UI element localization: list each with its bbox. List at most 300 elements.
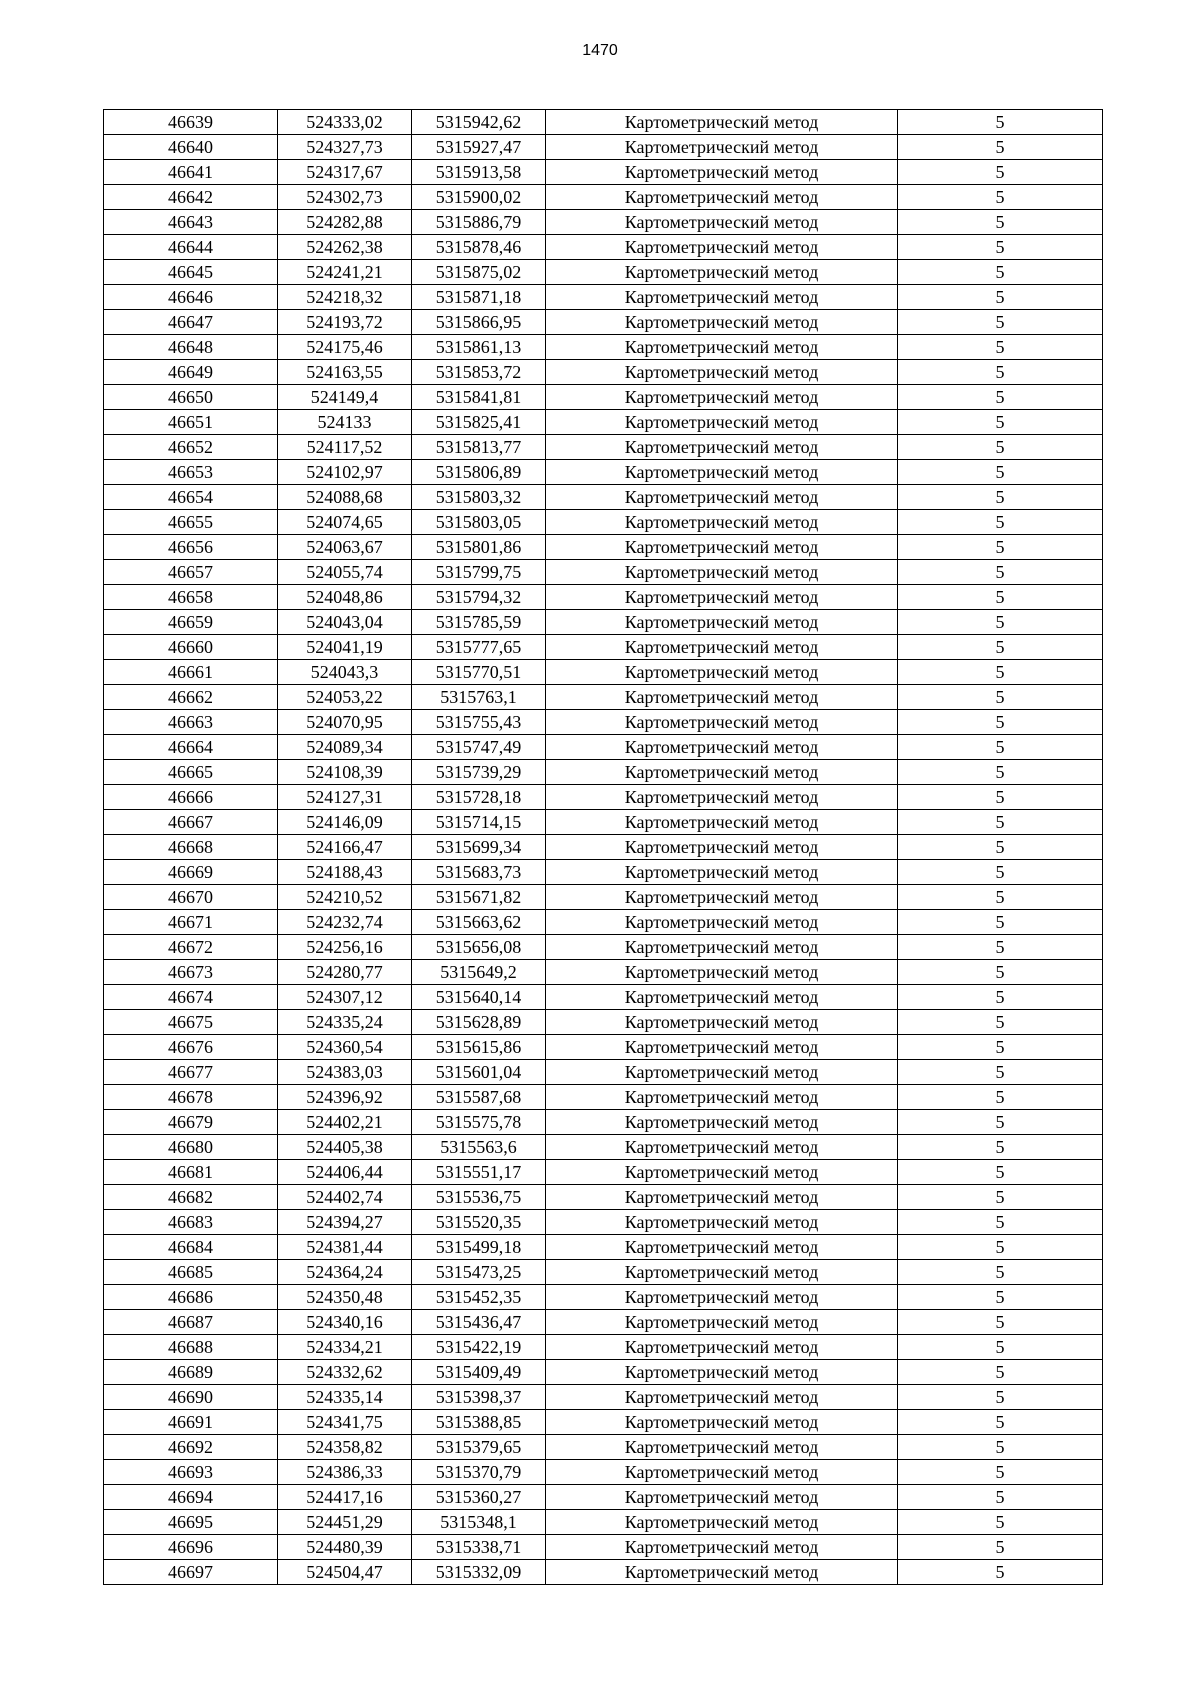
table-row bbox=[104, 810, 1103, 835]
point-number-cell: 46676 bbox=[104, 1035, 278, 1060]
accuracy-cell: 5 bbox=[898, 935, 1103, 960]
x-coordinate-cell: 524102,97 bbox=[278, 460, 412, 485]
accuracy-cell: 5 bbox=[898, 410, 1103, 435]
x-coordinate-cell: 524108,39 bbox=[278, 760, 412, 785]
point-number-cell: 46666 bbox=[104, 785, 278, 810]
y-coordinate-cell: 5315348,1 bbox=[412, 1510, 546, 1535]
table-row bbox=[104, 1335, 1103, 1360]
x-coordinate-cell: 524133 bbox=[278, 410, 412, 435]
method-cell: Картометрический метод bbox=[546, 210, 898, 235]
method-cell: Картометрический метод bbox=[546, 935, 898, 960]
table-row bbox=[104, 485, 1103, 510]
x-coordinate-cell: 524402,74 bbox=[278, 1185, 412, 1210]
table-row bbox=[104, 1435, 1103, 1460]
method-cell: Картометрический метод bbox=[546, 1010, 898, 1035]
method-cell: Картометрический метод bbox=[546, 235, 898, 260]
table-row bbox=[104, 510, 1103, 535]
y-coordinate-cell: 5315628,89 bbox=[412, 1010, 546, 1035]
table-row bbox=[104, 1235, 1103, 1260]
x-coordinate-cell: 524070,95 bbox=[278, 710, 412, 735]
table-row bbox=[104, 785, 1103, 810]
table-row bbox=[104, 160, 1103, 185]
accuracy-cell: 5 bbox=[898, 785, 1103, 810]
point-number-cell: 46647 bbox=[104, 310, 278, 335]
accuracy-cell: 5 bbox=[898, 1460, 1103, 1485]
table-row bbox=[104, 685, 1103, 710]
y-coordinate-cell: 5315587,68 bbox=[412, 1085, 546, 1110]
x-coordinate-cell: 524166,47 bbox=[278, 835, 412, 860]
x-coordinate-cell: 524262,38 bbox=[278, 235, 412, 260]
method-cell: Картометрический метод bbox=[546, 1510, 898, 1535]
method-cell: Картометрический метод bbox=[546, 960, 898, 985]
x-coordinate-cell: 524089,34 bbox=[278, 735, 412, 760]
table-row bbox=[104, 860, 1103, 885]
x-coordinate-cell: 524063,67 bbox=[278, 535, 412, 560]
table-row bbox=[104, 985, 1103, 1010]
method-cell: Картометрический метод bbox=[546, 1560, 898, 1585]
x-coordinate-cell: 524043,04 bbox=[278, 610, 412, 635]
accuracy-cell: 5 bbox=[898, 610, 1103, 635]
y-coordinate-cell: 5315806,89 bbox=[412, 460, 546, 485]
table-row bbox=[104, 960, 1103, 985]
x-coordinate-cell: 524053,22 bbox=[278, 685, 412, 710]
table-row bbox=[104, 1260, 1103, 1285]
accuracy-cell: 5 bbox=[898, 135, 1103, 160]
point-number-cell: 46697 bbox=[104, 1560, 278, 1585]
y-coordinate-cell: 5315452,35 bbox=[412, 1285, 546, 1310]
y-coordinate-cell: 5315436,47 bbox=[412, 1310, 546, 1335]
x-coordinate-cell: 524327,73 bbox=[278, 135, 412, 160]
table-row bbox=[104, 110, 1103, 135]
y-coordinate-cell: 5315803,32 bbox=[412, 485, 546, 510]
x-coordinate-cell: 524146,09 bbox=[278, 810, 412, 835]
table-row bbox=[104, 1285, 1103, 1310]
y-coordinate-cell: 5315861,13 bbox=[412, 335, 546, 360]
table-row bbox=[104, 735, 1103, 760]
x-coordinate-cell: 524149,4 bbox=[278, 385, 412, 410]
point-number-cell: 46682 bbox=[104, 1185, 278, 1210]
accuracy-cell: 5 bbox=[898, 1410, 1103, 1435]
accuracy-cell: 5 bbox=[898, 260, 1103, 285]
x-coordinate-cell: 524188,43 bbox=[278, 860, 412, 885]
table-row bbox=[104, 1010, 1103, 1035]
point-number-cell: 46657 bbox=[104, 560, 278, 585]
y-coordinate-cell: 5315671,82 bbox=[412, 885, 546, 910]
y-coordinate-cell: 5315714,15 bbox=[412, 810, 546, 835]
point-number-cell: 46644 bbox=[104, 235, 278, 260]
point-number-cell: 46677 bbox=[104, 1060, 278, 1085]
y-coordinate-cell: 5315663,62 bbox=[412, 910, 546, 935]
method-cell: Картометрический метод bbox=[546, 185, 898, 210]
table-row bbox=[104, 835, 1103, 860]
accuracy-cell: 5 bbox=[898, 1060, 1103, 1085]
y-coordinate-cell: 5315398,37 bbox=[412, 1385, 546, 1410]
table-row bbox=[104, 885, 1103, 910]
accuracy-cell: 5 bbox=[898, 335, 1103, 360]
x-coordinate-cell: 524360,54 bbox=[278, 1035, 412, 1060]
table-row bbox=[104, 410, 1103, 435]
method-cell: Картометрический метод bbox=[546, 335, 898, 360]
x-coordinate-cell: 524334,21 bbox=[278, 1335, 412, 1360]
point-number-cell: 46686 bbox=[104, 1285, 278, 1310]
point-number-cell: 46664 bbox=[104, 735, 278, 760]
table-row bbox=[104, 1535, 1103, 1560]
x-coordinate-cell: 524193,72 bbox=[278, 310, 412, 335]
x-coordinate-cell: 524402,21 bbox=[278, 1110, 412, 1135]
x-coordinate-cell: 524350,48 bbox=[278, 1285, 412, 1310]
accuracy-cell: 5 bbox=[898, 860, 1103, 885]
y-coordinate-cell: 5315900,02 bbox=[412, 185, 546, 210]
y-coordinate-cell: 5315473,25 bbox=[412, 1260, 546, 1285]
method-cell: Картометрический метод bbox=[546, 635, 898, 660]
x-coordinate-cell: 524307,12 bbox=[278, 985, 412, 1010]
method-cell: Картометрический метод bbox=[546, 610, 898, 635]
table-row bbox=[104, 660, 1103, 685]
x-coordinate-cell: 524282,88 bbox=[278, 210, 412, 235]
method-cell: Картометрический метод bbox=[546, 1260, 898, 1285]
accuracy-cell: 5 bbox=[898, 1235, 1103, 1260]
x-coordinate-cell: 524451,29 bbox=[278, 1510, 412, 1535]
accuracy-cell: 5 bbox=[898, 960, 1103, 985]
accuracy-cell: 5 bbox=[898, 510, 1103, 535]
y-coordinate-cell: 5315801,86 bbox=[412, 535, 546, 560]
y-coordinate-cell: 5315640,14 bbox=[412, 985, 546, 1010]
y-coordinate-cell: 5315875,02 bbox=[412, 260, 546, 285]
x-coordinate-cell: 524048,86 bbox=[278, 585, 412, 610]
x-coordinate-cell: 524381,44 bbox=[278, 1235, 412, 1260]
point-number-cell: 46668 bbox=[104, 835, 278, 860]
table-row bbox=[104, 1085, 1103, 1110]
point-number-cell: 46652 bbox=[104, 435, 278, 460]
method-cell: Картометрический метод bbox=[546, 860, 898, 885]
method-cell: Картометрический метод bbox=[546, 1485, 898, 1510]
method-cell: Картометрический метод bbox=[546, 810, 898, 835]
table-row bbox=[104, 435, 1103, 460]
y-coordinate-cell: 5315803,05 bbox=[412, 510, 546, 535]
y-coordinate-cell: 5315747,49 bbox=[412, 735, 546, 760]
x-coordinate-cell: 524041,19 bbox=[278, 635, 412, 660]
method-cell: Картометрический метод bbox=[546, 510, 898, 535]
method-cell: Картометрический метод bbox=[546, 660, 898, 685]
table-row bbox=[104, 610, 1103, 635]
x-coordinate-cell: 524341,75 bbox=[278, 1410, 412, 1435]
x-coordinate-cell: 524232,74 bbox=[278, 910, 412, 935]
method-cell: Картометрический метод bbox=[546, 1235, 898, 1260]
point-number-cell: 46683 bbox=[104, 1210, 278, 1235]
point-number-cell: 46665 bbox=[104, 760, 278, 785]
point-number-cell: 46678 bbox=[104, 1085, 278, 1110]
point-number-cell: 46670 bbox=[104, 885, 278, 910]
point-number-cell: 46675 bbox=[104, 1010, 278, 1035]
x-coordinate-cell: 524396,92 bbox=[278, 1085, 412, 1110]
x-coordinate-cell: 524405,38 bbox=[278, 1135, 412, 1160]
x-coordinate-cell: 524043,3 bbox=[278, 660, 412, 685]
y-coordinate-cell: 5315825,41 bbox=[412, 410, 546, 435]
y-coordinate-cell: 5315841,81 bbox=[412, 385, 546, 410]
point-number-cell: 46654 bbox=[104, 485, 278, 510]
point-number-cell: 46658 bbox=[104, 585, 278, 610]
table-row bbox=[104, 1160, 1103, 1185]
point-number-cell: 46663 bbox=[104, 710, 278, 735]
table-row bbox=[104, 535, 1103, 560]
table-row bbox=[104, 1410, 1103, 1435]
method-cell: Картометрический метод bbox=[546, 385, 898, 410]
table-row bbox=[104, 1560, 1103, 1585]
accuracy-cell: 5 bbox=[898, 885, 1103, 910]
point-number-cell: 46684 bbox=[104, 1235, 278, 1260]
table-row bbox=[104, 1110, 1103, 1135]
x-coordinate-cell: 524335,24 bbox=[278, 1010, 412, 1035]
table-row bbox=[104, 310, 1103, 335]
y-coordinate-cell: 5315332,09 bbox=[412, 1560, 546, 1585]
point-number-cell: 46685 bbox=[104, 1260, 278, 1285]
accuracy-cell: 5 bbox=[898, 1560, 1103, 1585]
y-coordinate-cell: 5315853,72 bbox=[412, 360, 546, 385]
method-cell: Картометрический метод bbox=[546, 160, 898, 185]
table-row bbox=[104, 935, 1103, 960]
accuracy-cell: 5 bbox=[898, 1485, 1103, 1510]
x-coordinate-cell: 524127,31 bbox=[278, 785, 412, 810]
table-row bbox=[104, 285, 1103, 310]
table-row bbox=[104, 560, 1103, 585]
x-coordinate-cell: 524417,16 bbox=[278, 1485, 412, 1510]
table-row bbox=[104, 910, 1103, 935]
y-coordinate-cell: 5315728,18 bbox=[412, 785, 546, 810]
y-coordinate-cell: 5315379,65 bbox=[412, 1435, 546, 1460]
accuracy-cell: 5 bbox=[898, 560, 1103, 585]
method-cell: Картометрический метод bbox=[546, 735, 898, 760]
accuracy-cell: 5 bbox=[898, 1085, 1103, 1110]
point-number-cell: 46656 bbox=[104, 535, 278, 560]
method-cell: Картометрический метод bbox=[546, 1185, 898, 1210]
table-row bbox=[104, 635, 1103, 660]
y-coordinate-cell: 5315942,62 bbox=[412, 110, 546, 135]
accuracy-cell: 5 bbox=[898, 1435, 1103, 1460]
accuracy-cell: 5 bbox=[898, 685, 1103, 710]
y-coordinate-cell: 5315551,17 bbox=[412, 1160, 546, 1185]
y-coordinate-cell: 5315536,75 bbox=[412, 1185, 546, 1210]
method-cell: Картометрический метод bbox=[546, 1135, 898, 1160]
table-row bbox=[104, 1360, 1103, 1385]
method-cell: Картометрический метод bbox=[546, 1285, 898, 1310]
x-coordinate-cell: 524218,32 bbox=[278, 285, 412, 310]
x-coordinate-cell: 524406,44 bbox=[278, 1160, 412, 1185]
table-row bbox=[104, 1510, 1103, 1535]
table-row bbox=[104, 1135, 1103, 1160]
point-number-cell: 46640 bbox=[104, 135, 278, 160]
point-number-cell: 46639 bbox=[104, 110, 278, 135]
method-cell: Картометрический метод bbox=[546, 135, 898, 160]
point-number-cell: 46669 bbox=[104, 860, 278, 885]
point-number-cell: 46661 bbox=[104, 660, 278, 685]
table-row bbox=[104, 360, 1103, 385]
x-coordinate-cell: 524364,24 bbox=[278, 1260, 412, 1285]
table-row bbox=[104, 1185, 1103, 1210]
y-coordinate-cell: 5315739,29 bbox=[412, 760, 546, 785]
accuracy-cell: 5 bbox=[898, 235, 1103, 260]
accuracy-cell: 5 bbox=[898, 185, 1103, 210]
point-number-cell: 46648 bbox=[104, 335, 278, 360]
y-coordinate-cell: 5315871,18 bbox=[412, 285, 546, 310]
accuracy-cell: 5 bbox=[898, 385, 1103, 410]
y-coordinate-cell: 5315683,73 bbox=[412, 860, 546, 885]
y-coordinate-cell: 5315794,32 bbox=[412, 585, 546, 610]
point-number-cell: 46659 bbox=[104, 610, 278, 635]
y-coordinate-cell: 5315886,79 bbox=[412, 210, 546, 235]
method-cell: Картометрический метод bbox=[546, 835, 898, 860]
y-coordinate-cell: 5315755,43 bbox=[412, 710, 546, 735]
method-cell: Картометрический метод bbox=[546, 1460, 898, 1485]
accuracy-cell: 5 bbox=[898, 160, 1103, 185]
x-coordinate-cell: 524386,33 bbox=[278, 1460, 412, 1485]
method-cell: Картометрический метод bbox=[546, 1535, 898, 1560]
point-number-cell: 46653 bbox=[104, 460, 278, 485]
table-row bbox=[104, 585, 1103, 610]
table-row bbox=[104, 210, 1103, 235]
accuracy-cell: 5 bbox=[898, 1210, 1103, 1235]
accuracy-cell: 5 bbox=[898, 1035, 1103, 1060]
accuracy-cell: 5 bbox=[898, 810, 1103, 835]
method-cell: Картометрический метод bbox=[546, 1385, 898, 1410]
table-row bbox=[104, 1385, 1103, 1410]
x-coordinate-cell: 524317,67 bbox=[278, 160, 412, 185]
table-row bbox=[104, 385, 1103, 410]
method-cell: Картометрический метод bbox=[546, 110, 898, 135]
table-row bbox=[104, 135, 1103, 160]
y-coordinate-cell: 5315575,78 bbox=[412, 1110, 546, 1135]
point-number-cell: 46642 bbox=[104, 185, 278, 210]
point-number-cell: 46646 bbox=[104, 285, 278, 310]
y-coordinate-cell: 5315615,86 bbox=[412, 1035, 546, 1060]
accuracy-cell: 5 bbox=[898, 1360, 1103, 1385]
method-cell: Картометрический метод bbox=[546, 1160, 898, 1185]
accuracy-cell: 5 bbox=[898, 635, 1103, 660]
x-coordinate-cell: 524504,47 bbox=[278, 1560, 412, 1585]
table-row bbox=[104, 235, 1103, 260]
accuracy-cell: 5 bbox=[898, 1535, 1103, 1560]
coordinates-table bbox=[103, 109, 1103, 1585]
y-coordinate-cell: 5315777,65 bbox=[412, 635, 546, 660]
point-number-cell: 46693 bbox=[104, 1460, 278, 1485]
page-number: 1470 bbox=[582, 42, 618, 59]
method-cell: Картометрический метод bbox=[546, 1035, 898, 1060]
accuracy-cell: 5 bbox=[898, 1385, 1103, 1410]
method-cell: Картометрический метод bbox=[546, 485, 898, 510]
y-coordinate-cell: 5315763,1 bbox=[412, 685, 546, 710]
x-coordinate-cell: 524117,52 bbox=[278, 435, 412, 460]
point-number-cell: 46650 bbox=[104, 385, 278, 410]
x-coordinate-cell: 524163,55 bbox=[278, 360, 412, 385]
point-number-cell: 46689 bbox=[104, 1360, 278, 1385]
point-number-cell: 46649 bbox=[104, 360, 278, 385]
accuracy-cell: 5 bbox=[898, 1335, 1103, 1360]
accuracy-cell: 5 bbox=[898, 485, 1103, 510]
point-number-cell: 46645 bbox=[104, 260, 278, 285]
x-coordinate-cell: 524210,52 bbox=[278, 885, 412, 910]
y-coordinate-cell: 5315813,77 bbox=[412, 435, 546, 460]
point-number-cell: 46679 bbox=[104, 1110, 278, 1135]
accuracy-cell: 5 bbox=[898, 360, 1103, 385]
point-number-cell: 46641 bbox=[104, 160, 278, 185]
method-cell: Картометрический метод bbox=[546, 1110, 898, 1135]
point-number-cell: 46692 bbox=[104, 1435, 278, 1460]
method-cell: Картометрический метод bbox=[546, 685, 898, 710]
method-cell: Картометрический метод bbox=[546, 1335, 898, 1360]
method-cell: Картометрический метод bbox=[546, 1360, 898, 1385]
method-cell: Картометрический метод bbox=[546, 885, 898, 910]
method-cell: Картометрический метод bbox=[546, 985, 898, 1010]
accuracy-cell: 5 bbox=[898, 1185, 1103, 1210]
point-number-cell: 46694 bbox=[104, 1485, 278, 1510]
method-cell: Картометрический метод bbox=[546, 910, 898, 935]
accuracy-cell: 5 bbox=[898, 435, 1103, 460]
accuracy-cell: 5 bbox=[898, 585, 1103, 610]
table-row bbox=[104, 1035, 1103, 1060]
y-coordinate-cell: 5315656,08 bbox=[412, 935, 546, 960]
x-coordinate-cell: 524241,21 bbox=[278, 260, 412, 285]
point-number-cell: 46660 bbox=[104, 635, 278, 660]
point-number-cell: 46695 bbox=[104, 1510, 278, 1535]
method-cell: Картометрический метод bbox=[546, 410, 898, 435]
accuracy-cell: 5 bbox=[898, 460, 1103, 485]
x-coordinate-cell: 524480,39 bbox=[278, 1535, 412, 1560]
x-coordinate-cell: 524383,03 bbox=[278, 1060, 412, 1085]
accuracy-cell: 5 bbox=[898, 710, 1103, 735]
y-coordinate-cell: 5315866,95 bbox=[412, 310, 546, 335]
y-coordinate-cell: 5315360,27 bbox=[412, 1485, 546, 1510]
y-coordinate-cell: 5315563,6 bbox=[412, 1135, 546, 1160]
point-number-cell: 46688 bbox=[104, 1335, 278, 1360]
accuracy-cell: 5 bbox=[898, 110, 1103, 135]
method-cell: Картометрический метод bbox=[546, 360, 898, 385]
x-coordinate-cell: 524302,73 bbox=[278, 185, 412, 210]
coordinates-table-body bbox=[104, 110, 1103, 1585]
table-row bbox=[104, 460, 1103, 485]
y-coordinate-cell: 5315601,04 bbox=[412, 1060, 546, 1085]
accuracy-cell: 5 bbox=[898, 310, 1103, 335]
table-row bbox=[104, 1210, 1103, 1235]
x-coordinate-cell: 524280,77 bbox=[278, 960, 412, 985]
y-coordinate-cell: 5315927,47 bbox=[412, 135, 546, 160]
point-number-cell: 46680 bbox=[104, 1135, 278, 1160]
accuracy-cell: 5 bbox=[898, 985, 1103, 1010]
point-number-cell: 46655 bbox=[104, 510, 278, 535]
y-coordinate-cell: 5315499,18 bbox=[412, 1235, 546, 1260]
x-coordinate-cell: 524358,82 bbox=[278, 1435, 412, 1460]
accuracy-cell: 5 bbox=[898, 1160, 1103, 1185]
method-cell: Картометрический метод bbox=[546, 260, 898, 285]
method-cell: Картометрический метод bbox=[546, 560, 898, 585]
point-number-cell: 46667 bbox=[104, 810, 278, 835]
table-row bbox=[104, 1460, 1103, 1485]
y-coordinate-cell: 5315770,51 bbox=[412, 660, 546, 685]
table-row bbox=[104, 1485, 1103, 1510]
accuracy-cell: 5 bbox=[898, 1110, 1103, 1135]
x-coordinate-cell: 524332,62 bbox=[278, 1360, 412, 1385]
y-coordinate-cell: 5315338,71 bbox=[412, 1535, 546, 1560]
point-number-cell: 46681 bbox=[104, 1160, 278, 1185]
x-coordinate-cell: 524088,68 bbox=[278, 485, 412, 510]
table-row bbox=[104, 1060, 1103, 1085]
method-cell: Картометрический метод bbox=[546, 585, 898, 610]
accuracy-cell: 5 bbox=[898, 1010, 1103, 1035]
method-cell: Картометрический метод bbox=[546, 710, 898, 735]
accuracy-cell: 5 bbox=[898, 835, 1103, 860]
accuracy-cell: 5 bbox=[898, 1310, 1103, 1335]
x-coordinate-cell: 524055,74 bbox=[278, 560, 412, 585]
accuracy-cell: 5 bbox=[898, 1285, 1103, 1310]
y-coordinate-cell: 5315388,85 bbox=[412, 1410, 546, 1435]
